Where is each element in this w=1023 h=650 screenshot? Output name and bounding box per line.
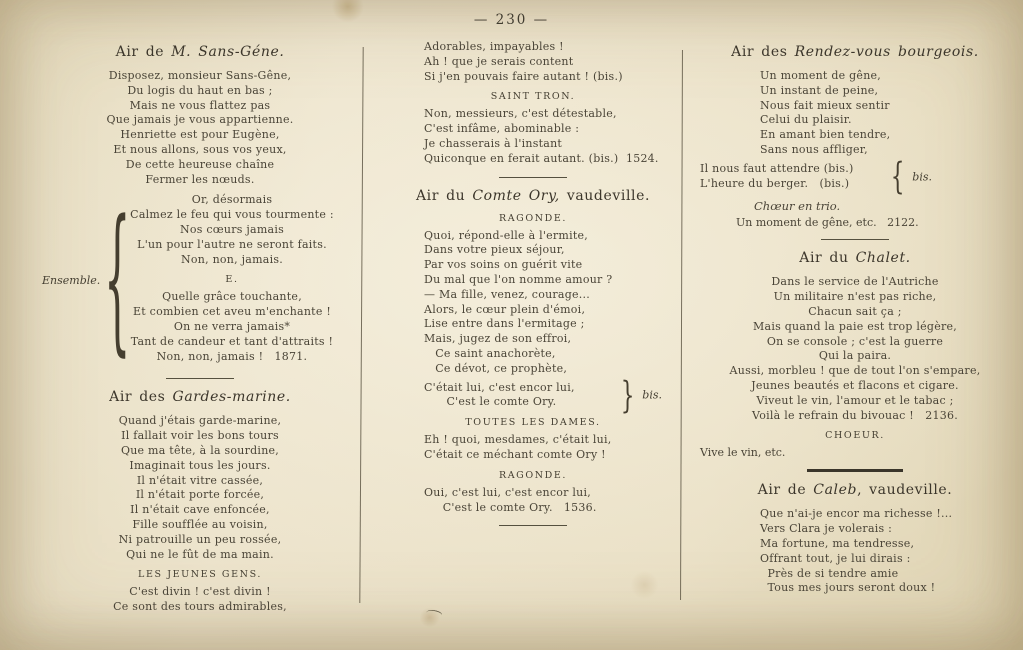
verse-line: Chacun sait ça ; xyxy=(808,304,902,318)
title-prefix: Air du xyxy=(799,250,856,267)
verse-line: Vers Clara je volerais : xyxy=(760,522,893,536)
verse-line: Il nous faut attendre (bis.) xyxy=(700,161,854,175)
verse-line: Tant de candeur et tant d'attraits ! xyxy=(130,334,334,348)
bis-label: bis. xyxy=(642,388,662,402)
verse-line: On se console ; c'est la guerre xyxy=(766,334,944,348)
verse-stanza xyxy=(694,507,1016,596)
speaker-label: RAGONDE. xyxy=(498,212,568,224)
air-title-comte-ory xyxy=(392,188,674,204)
section-divider-thick xyxy=(807,469,903,472)
verse-line: Ma fortune, ma tendresse, xyxy=(760,536,915,550)
verse-line: Un militaire n'est pas riche, xyxy=(773,290,937,304)
title-work-name: Caleb xyxy=(813,482,858,499)
verse-line: Jeunes beautés et flacons et cigare. xyxy=(751,378,959,392)
ensemble-group: Ensemble. { Or, désormais Calmez le feu qui vous tourmente : Nos cœurs jamais L'un pour l'autre ne seront faits. Non, non, jamais. E. Quelle grâce touchante, Et combien cet aveu m'enchante ! On ne verra jamais* Tant de candeur et tant d'attraits ! Non, non, jamais ! 1871. xyxy=(42,193,342,368)
verse-line: Quiconque en ferait autant. (bis.) 1524. xyxy=(424,151,659,165)
column-divider-left xyxy=(359,47,363,603)
title-work-name: Comte Ory, xyxy=(472,187,560,204)
verse-line: Que jamais je vous appartienne. xyxy=(106,113,294,127)
bis-brace-group: } bis. xyxy=(620,374,662,417)
ensemble-label: Ensemble. xyxy=(42,274,101,288)
verse-line: Quoi, répond-elle à l'ermite, xyxy=(424,228,589,242)
verse-line: Lise entre dans l'ermitage ; xyxy=(424,317,585,331)
title-work-name: Rendez-vous bourgeois. xyxy=(794,44,979,60)
verse-line: Non, non, jamais ! 1871. xyxy=(156,349,308,363)
verse-line: C'était ce méchant comte Ory ! xyxy=(424,447,606,461)
verse-line: C'est infâme, abominable : xyxy=(424,122,580,136)
section-divider xyxy=(821,239,889,240)
verse-line: Eh ! quoi, mesdames, c'était lui, xyxy=(424,433,612,447)
verse-line: C'était lui, c'est encor lui, xyxy=(424,380,575,394)
title-prefix: Air des xyxy=(109,389,173,406)
verse-line: Qui ne le fût de ma main. xyxy=(126,547,274,561)
verse-line: Par vos soins on guérit vite xyxy=(424,258,583,272)
verse-line: Il n'était cave enfoncée, xyxy=(130,503,270,517)
verse-stanza xyxy=(58,414,342,562)
title-work-name: Chalet. xyxy=(855,250,911,267)
verse-line: Un instant de peine, xyxy=(760,83,879,97)
verse-line: Ah ! que je serais content xyxy=(424,54,574,68)
verse-line: Vive le vin, etc. xyxy=(700,446,786,460)
verse-line: Imaginait tous les jours. xyxy=(129,458,271,472)
verse-line: Non, non, jamais. xyxy=(181,252,283,266)
page-number: — 230 — xyxy=(473,12,550,28)
column-divider-right xyxy=(680,50,683,600)
title-prefix: Air de xyxy=(115,44,172,60)
verse-line: Oui, c'est lui, c'est encor lui, xyxy=(424,485,591,499)
verse-line: Si j'en pouvais faire autant ! (bis.) xyxy=(424,69,623,83)
verse-line: Alors, le cœur plein d'émoi, xyxy=(424,302,586,316)
verse-line: Quelle grâce touchante, xyxy=(162,290,302,304)
air-title-caleb xyxy=(694,482,1016,498)
column-3 xyxy=(694,0,1016,600)
verse-stanza xyxy=(392,107,674,166)
speaker-label: CHOEUR. xyxy=(825,430,885,442)
verse-stanza xyxy=(694,69,1016,158)
verse-line: Disposez, monsieur Sans-Gêne, xyxy=(108,69,292,82)
verse-line: Voilà le refrain du bivouac ! 2136. xyxy=(752,408,958,422)
speaker-label: RAGONDE. xyxy=(498,469,568,481)
verse-line: Calmez le feu qui vous tourmente : xyxy=(130,208,334,222)
verse-stanza xyxy=(58,69,342,187)
ensemble-body xyxy=(122,193,342,368)
verse-stanza xyxy=(694,275,1016,423)
verse-line: Dans le service de l'Autriche xyxy=(771,275,939,289)
verse-stanza xyxy=(694,155,1016,198)
title-suffix: , vaudeville. xyxy=(857,482,953,499)
verse-line: Que ma tête, à la sourdine, xyxy=(120,443,280,457)
verse-line: Nos cœurs jamais xyxy=(179,222,285,236)
verse-line: Adorables, impayables ! xyxy=(424,40,564,53)
verse-line: — Ma fille, venez, courage... xyxy=(424,287,591,301)
section-divider xyxy=(499,177,567,178)
air-title-gardes-marine xyxy=(58,389,342,405)
verse-line: Dans votre pieux séjour, xyxy=(424,243,565,257)
verse-line: Ce saint anachorète, xyxy=(424,346,556,360)
verse-line: Du logis du haut en bas ; xyxy=(127,83,273,97)
verse-stanza xyxy=(392,40,674,84)
verse-stanza xyxy=(392,229,674,377)
verse-line: Ce dévot, ce prophète, xyxy=(424,361,568,375)
verse-line: Près de si tendre amie xyxy=(760,566,899,580)
verse-stanza xyxy=(392,433,674,463)
verse-line: Il n'était porte forcée, xyxy=(135,488,265,502)
verse-line: Du mal que l'on nomme amour ? xyxy=(424,272,613,286)
verse-line: Un moment de gêne, xyxy=(760,69,882,82)
verse-line: On ne verra jamais* xyxy=(173,319,291,333)
air-title-rendez-vous xyxy=(694,44,1016,60)
chorus-direction: Chœur en trio. xyxy=(754,199,841,214)
speaker-label: E. xyxy=(225,274,239,286)
verse-line: C'est divin ! c'est divin ! xyxy=(129,585,271,599)
bis-label: bis. xyxy=(912,170,932,184)
verse-line: L'heure du berger. (bis.) xyxy=(700,176,850,190)
braced-verse-group xyxy=(392,374,674,417)
verse-line: Un moment de gêne, etc. 2122. xyxy=(736,216,919,230)
speaker-label: LES JEUNES GENS. xyxy=(138,569,262,581)
verse-line: Il n'était vitre cassée, xyxy=(136,473,264,487)
title-prefix: Air de xyxy=(757,482,814,499)
verse-line: Qui la paira. xyxy=(818,349,892,363)
verse-line: En amant bien tendre, xyxy=(760,128,891,142)
speaker-label: TOUTES LES DAMES. xyxy=(465,417,601,429)
section-divider xyxy=(499,525,567,526)
verse-line: Or, désormais xyxy=(191,193,273,207)
verse-line: Que n'ai-je encor ma richesse !... xyxy=(760,507,953,521)
verse-line: De cette heureuse chaîne xyxy=(125,157,275,171)
title-work-name: Gardes-marine. xyxy=(172,389,291,406)
verse-line: Non, messieurs, c'est détestable, xyxy=(424,107,617,121)
verse-line: L'un pour l'autre ne seront faits. xyxy=(137,237,327,251)
bis-brace-group: { bis. xyxy=(890,155,932,198)
verse-line: Mais ne vous flattez pas xyxy=(129,98,271,112)
verse-line: Ce sont des tours admirables, xyxy=(113,600,287,614)
verse-line: Mais quand la paie est trop légère, xyxy=(753,319,957,333)
verse-line: Nous fait mieux sentir xyxy=(760,98,890,112)
verse-line: Et nous allons, sous vos yeux, xyxy=(113,142,287,156)
verse-line: Viveut le vin, l'amour et le tabac ; xyxy=(756,393,954,407)
verse-line: Fermer les nœuds. xyxy=(145,172,255,186)
verse-line: Tous mes jours seront doux ! xyxy=(760,581,936,595)
column-2 xyxy=(392,0,674,533)
verse-line: Il fallait voir les bons tours xyxy=(121,429,279,443)
verse-line: Ni patrouille un peu rossée, xyxy=(118,532,282,546)
verse-line: Celui du plaisir. xyxy=(760,113,852,127)
title-work-name: M. Sans-Géne. xyxy=(171,44,285,60)
verse-stanza xyxy=(392,486,674,516)
air-title-chalet xyxy=(694,250,1016,266)
verse-line: Aussi, morbleu ! que de tout l'on s'empare, xyxy=(729,364,981,378)
verse-line: Henriette est pour Eugène, xyxy=(120,128,280,142)
verse-line: Fille soufflée au voisin, xyxy=(132,517,268,531)
speaker-label: SAINT TRON. xyxy=(490,91,576,103)
verse-line: C'est le comte Ory. 1536. xyxy=(424,500,597,514)
title-prefix: Air des xyxy=(731,44,795,60)
verse-line: Quand j'étais garde-marine, xyxy=(118,414,282,428)
column-1 xyxy=(42,0,342,619)
verse-stanza xyxy=(58,585,342,615)
verse-line: Je chasserais à l'instant xyxy=(424,136,563,150)
title-suffix: vaudeville. xyxy=(559,187,651,204)
section-divider xyxy=(166,378,234,379)
verse-line: C'est le comte Ory. xyxy=(424,395,557,409)
braced-verse-group xyxy=(694,155,1016,198)
verse-line: Sans nous affliger, xyxy=(760,142,868,156)
verse-line: Et combien cet aveu m'enchante ! xyxy=(132,305,332,319)
verse-line: Mais, jugez de son effroi, xyxy=(424,332,572,346)
verse-line: Offrant tout, je lui dirais : xyxy=(760,551,911,565)
ink-squiggle-mark xyxy=(425,608,442,620)
verse-stanza xyxy=(122,290,342,364)
title-prefix: Air du xyxy=(415,187,473,204)
verse-stanza xyxy=(122,193,342,267)
air-title-sans-gene xyxy=(58,44,342,60)
